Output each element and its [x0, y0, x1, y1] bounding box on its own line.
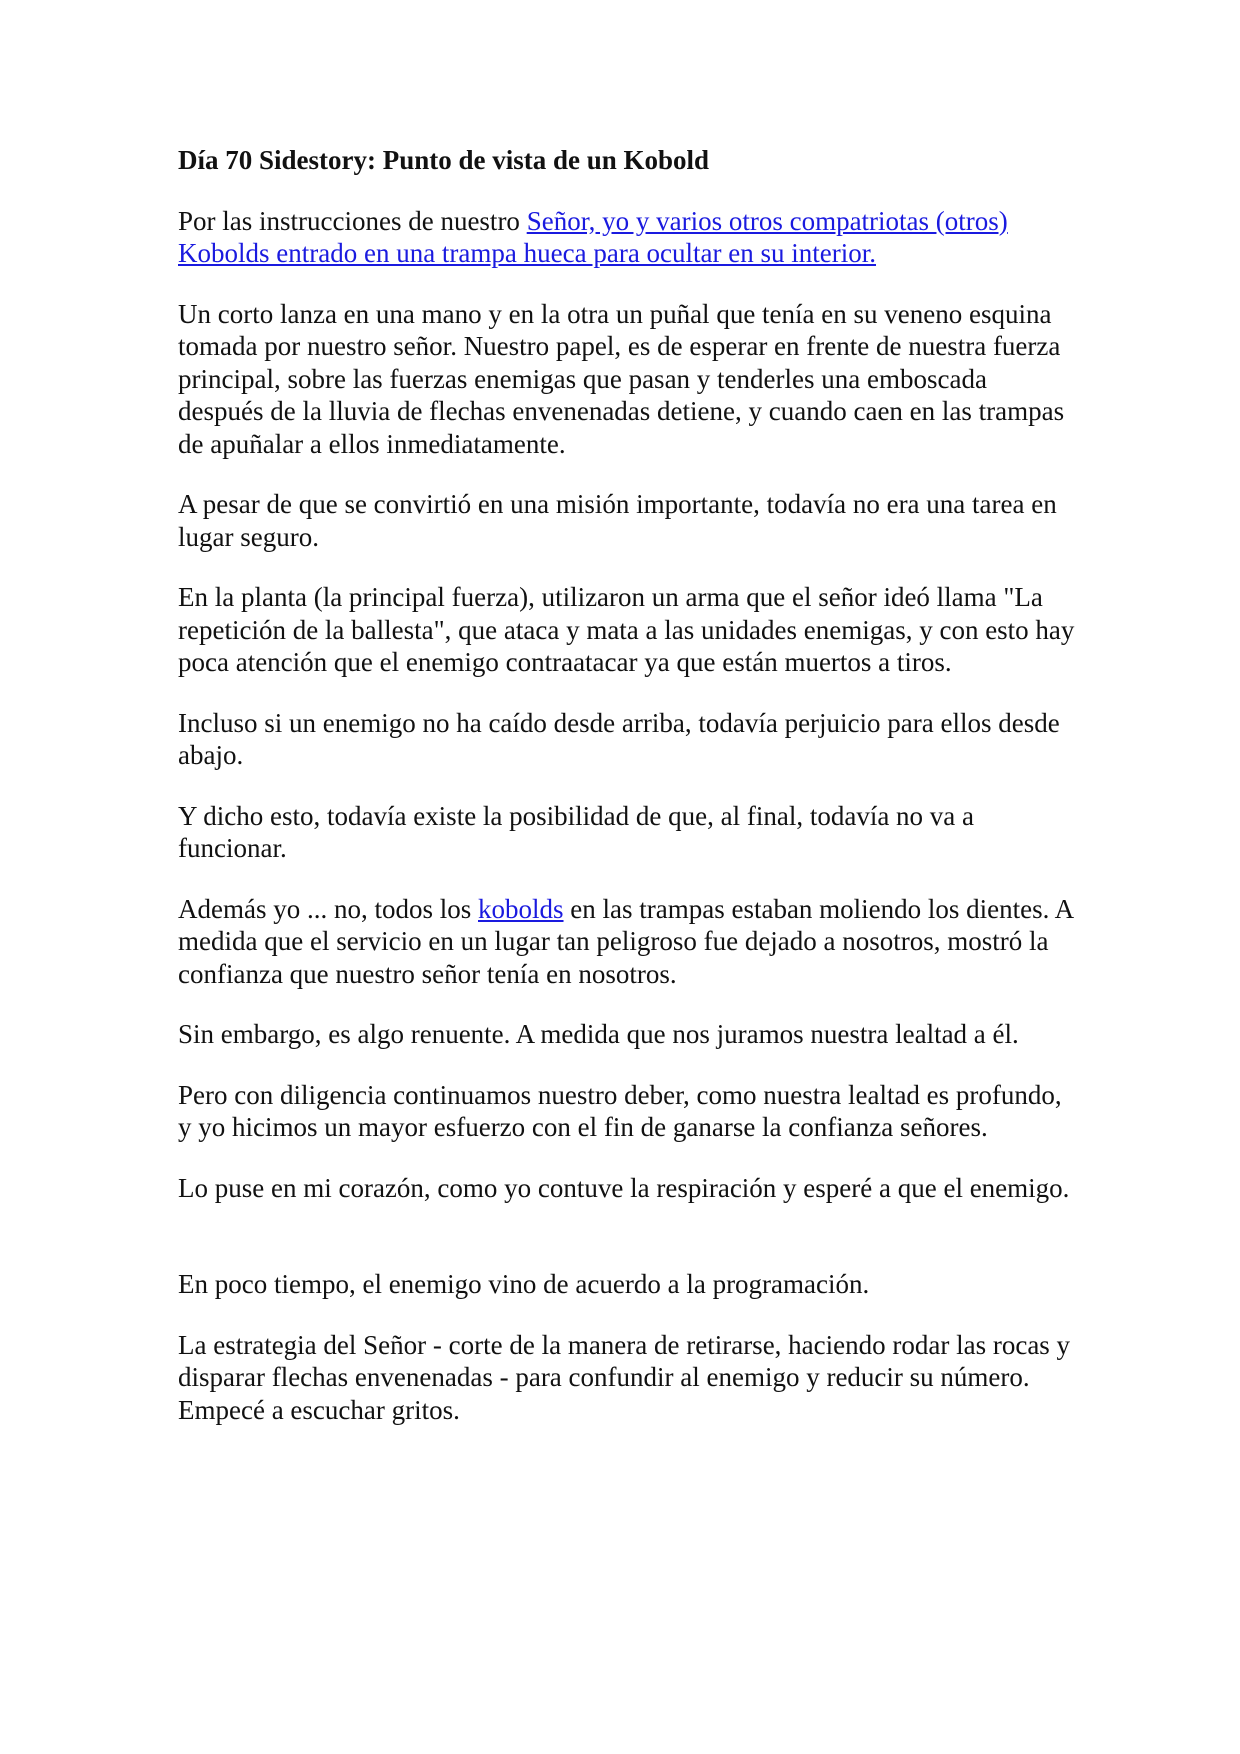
- paragraph-12: La estrategia del Señor - corte de la manera de retirarse, haciendo rodar las rocas y disparar flechas envenenadas - para confundir al enemigo y reducir su número. Empecé a escuchar gritos.: [178, 1329, 1071, 1425]
- paragraph-7-text-after: en las trampas estaban moliendo los dientes. A medida que el servicio en un lugar tan peligroso fue dejado a nosotros, mostró la confianza que nuestro señor tenía en nosotros.: [178, 893, 1073, 989]
- document-page: [178, 144, 1078, 1454]
- paragraph-1: [178, 205, 1078, 270]
- paragraph-7-text-before: Además yo ... no, todos los: [178, 893, 478, 924]
- paragraph-10: Lo puse en mi corazón, como yo contuve la respiración y esperé a que el enemigo.: [178, 1172, 1070, 1203]
- paragraph-2: Un corto lanza en una mano y en la otra un puñal que tenía en su veneno esquina tomada por nuestro señor. Nuestro papel, es de esperar en frente de nuestra fuerza principal, sobre las fuerzas enemigas que pasan y tenderles una emboscada después de la lluvia de flechas envenenadas detiene, y cuando caen en las trampas de apuñalar a ellos inmediatamente.: [178, 298, 1065, 459]
- paragraph-1-text: Por las instrucciones de nuestro: [178, 205, 527, 236]
- kobolds-link[interactable]: kobolds: [478, 893, 564, 924]
- paragraph-11: En poco tiempo, el enemigo vino de acuerdo a la programación.: [178, 1269, 870, 1299]
- paragraph-4: En la planta (la principal fuerza), utilizaron un arma que el señor ideó llama "La repetición de la ballesta", que ataca y mata a las unidades enemigas, y con esto hay poca atención que el enemigo contraatacar ya que están muertos a tiros.: [178, 582, 1075, 677]
- paragraph-9: Pero con diligencia continuamos nuestro deber, como nuestra lealtad es profundo, y yo hicimos un mayor esfuerzo con el fin de ganarse la confianza señores.: [178, 1079, 1062, 1142]
- paragraph-5: Incluso si un enemigo no ha caído desde arriba, todavía perjuicio para ellos desde abajo.: [178, 707, 1060, 770]
- senor-kobolds-link[interactable]: Señor, yo y varios otros compatriotas (otros) Kobolds entrado en una trampa hueca para ocultar en su interior.: [178, 205, 1008, 268]
- paragraph-8: Sin embargo, es algo renuente. A medida que nos juramos nuestra lealtad a él.: [178, 1019, 1019, 1049]
- paragraph-3: A pesar de que se convirtió en una misión importante, todavía no era una tarea en lugar seguro.: [178, 489, 1057, 552]
- paragraph-6: Y dicho esto, todavía existe la posibilidad de que, al final, todavía no va a funcionar.: [178, 800, 975, 863]
- document-title: Día 70 Sidestory: Punto de vista de un Kobold: [178, 145, 710, 175]
- paragraph-7: [178, 893, 1078, 991]
